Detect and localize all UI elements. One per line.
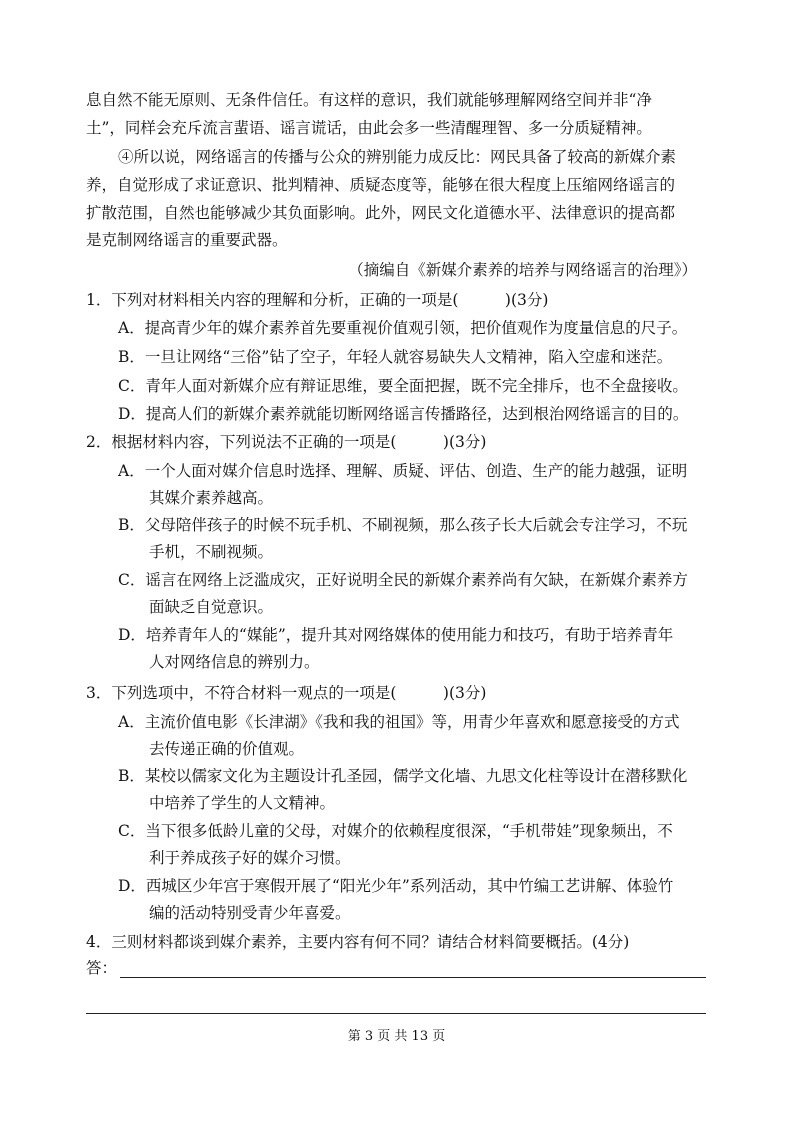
passage-line: 扩散范围，自然也能够减少其负面影响。此外，网民文化道德水平、法律意识的提高都 — [86, 204, 676, 222]
passage-line: 土”，同样会充斥流言蜚语、谣言谎话，由此会多一些清醒理智、多一分质疑精神。 — [86, 119, 652, 137]
question-stem: 1．下列对材料相关内容的理解和分析，正确的一项是( )(3分) — [86, 291, 549, 309]
question-option-continued: 中培养了学生的人文精神。 — [149, 794, 336, 812]
question-option: A．主流价值电影《长津湖》《我和我的祖国》等，用青少年喜欢和愿意接受的方式 — [118, 713, 680, 731]
question-option: A．提高青少年的媒介素养首先要重视价值观引领，把价值观作为度量信息的尺子。 — [118, 319, 688, 337]
passage-line: ④所以说，网络谣言的传播与公众的辨别能力成反比：网民具备了较高的新媒介素 — [118, 148, 677, 166]
question-option: B．某校以儒家文化为主题设计孔圣园，儒学文化墙、九思文化柱等设计在潜移默化 — [118, 767, 688, 785]
question-option-continued: 面缺乏自觉意识。 — [149, 598, 274, 616]
question-option: D．西城区少年宫于寒假开展了“阳光少年”系列活动，其中竹编工艺讲解、体验竹 — [118, 877, 674, 895]
answer-line[interactable] — [120, 977, 706, 978]
question-stem: 2．根据材料内容，下列说法不正确的一项是( )(3分) — [86, 433, 487, 451]
question-option: A．一个人面对媒介信息时选择、理解、质疑、评估、创造、生产的能力越强，证明 — [118, 462, 688, 480]
question-option: B．一旦让网络“三俗”钻了空子，年轻人就容易缺失人文精神，陷入空虚和迷茫。 — [118, 348, 673, 366]
question-option: C．谣言在网络上泛滥成灾，正好说明全民的新媒介素养尚有欠缺，在新媒介素养方 — [118, 571, 688, 589]
question-option: B．父母陪伴孩子的时候不玩手机、不刷视频，那么孩子长大后就会专注学习，不玩 — [118, 516, 688, 534]
passage-line: 养，自觉形成了求证意识、批判精神、质疑态度等，能够在很大程度上压缩网络谣言的 — [86, 176, 676, 194]
question-option-continued: 手机，不刷视频。 — [149, 543, 274, 561]
page-number: 第 3 页 共 13 页 — [347, 1029, 446, 1044]
question-option: C．青年人面对新媒介应有辩证思维，要全面把握，既不完全排斥，也不全盘接收。 — [118, 377, 688, 395]
question-stem: 4．三则材料都谈到媒介素养，主要内容有何不同？请结合材料简要概括。(4分) — [86, 933, 630, 951]
question-option-continued: 去传递正确的价值观。 — [149, 740, 305, 758]
question-option-continued: 人对网络信息的辨别力。 — [149, 653, 320, 671]
passage-line: 是克制网络谣言的重要武器。 — [86, 231, 288, 249]
question-option-continued: 编的活动特别受青少年喜爱。 — [149, 904, 351, 922]
question-option: D．提高人们的新媒介素养就能切断网络谣言传播路径，达到根治网络谣言的目的。 — [118, 405, 689, 423]
answer-label: 答： — [86, 959, 118, 977]
passage-line: 息自然不能无原则、无条件信任。有这样的意识，我们就能够理解网络空间并非“净 — [86, 91, 652, 109]
passage-source: （摘编自《新媒介素养的培养与网络谣言的治理》） — [348, 261, 697, 279]
question-option: C．当下很多低龄儿童的父母，对媒介的依赖程度很深，“手机带娃”现象频出，不 — [118, 822, 673, 840]
footer-divider — [86, 1013, 706, 1014]
question-option: D．培养青年人的“媒能”，提升其对网络媒体的使用能力和技巧，有助于培养青年 — [118, 626, 674, 644]
question-option-continued: 其媒介素养越高。 — [149, 489, 274, 507]
question-option-continued: 利于养成孩子好的媒介习惯。 — [149, 849, 351, 867]
question-stem: 3．下列选项中，不符合材料一观点的一项是( )(3分) — [86, 684, 487, 702]
